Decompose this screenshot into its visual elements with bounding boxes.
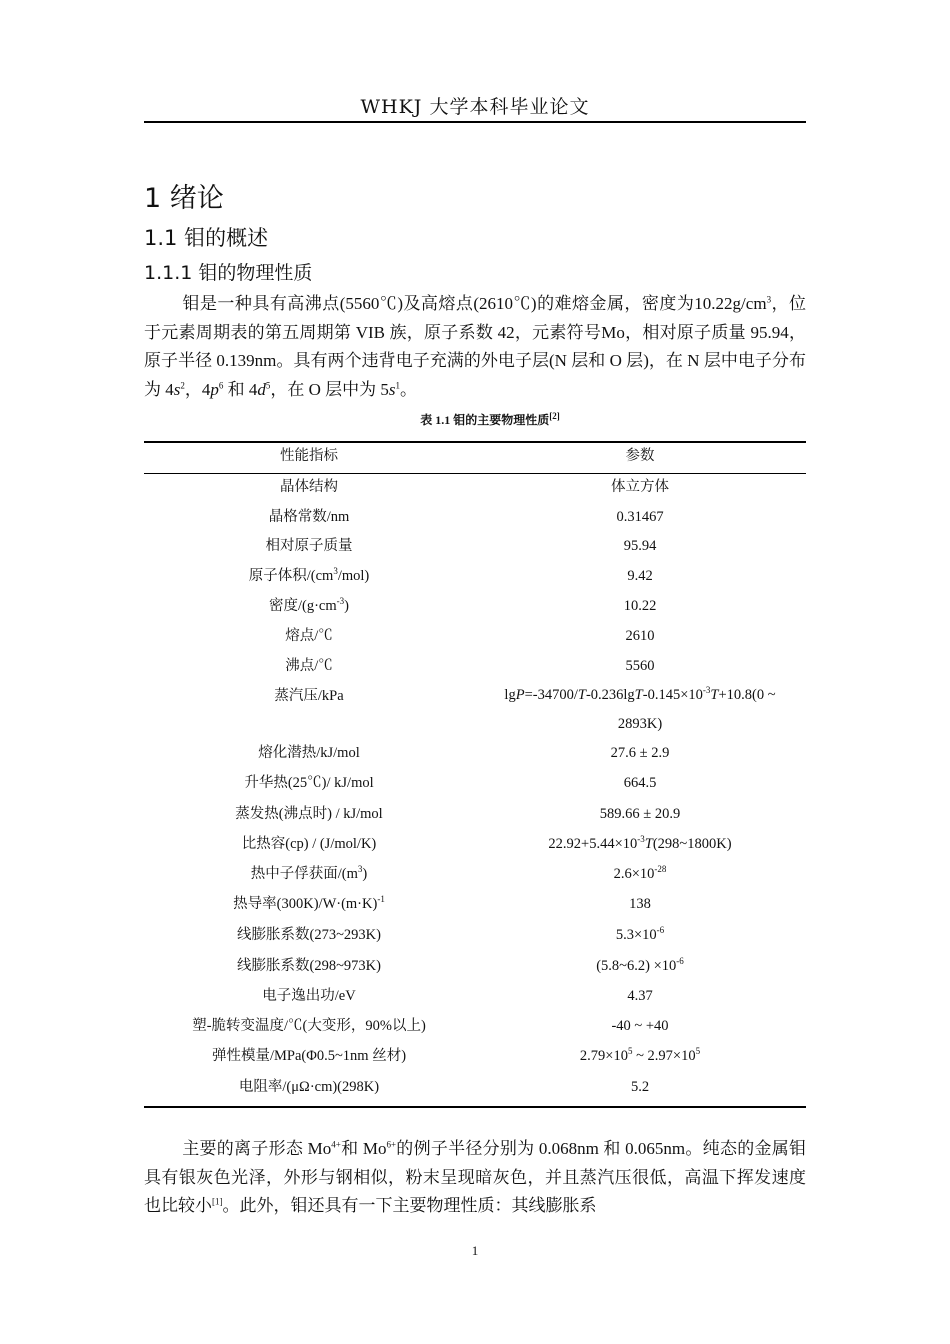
table-cell: 5.2: [630, 1079, 650, 1095]
table-row: [144, 859, 806, 889]
table-cell: (5.8~6.2) $\times 10^{-6}$: [596, 956, 684, 974]
table-row: [144, 738, 806, 768]
table-cell: 相对原子质量: [265, 538, 353, 554]
table-cell: 95.94: [623, 538, 657, 554]
paragraph-ion-forms: 主要的离子形态 $Mo^{4+}$和 $Mo^{6+}$的例子半径分别为 0.068nm 和 0.065nm。纯态的金属钼具有银灰色光泽，外形与钢相似，粉末呈现暗灰色，并且蒸汽压很低，高温下挥发速度也比较小[1]。此外，钼还具有一下主要物理性质：其线膨胀系: [144, 1139, 806, 1215]
table-cell: 沸点/℃: [285, 658, 333, 674]
table-row: [144, 799, 806, 829]
table-cell: 0.31467: [616, 509, 664, 525]
table-row: [144, 1072, 806, 1102]
table-row: [144, 591, 806, 621]
table-caption: 表 1.1 钼的主要物理性质[2]: [420, 411, 560, 427]
table-cell: 138: [629, 896, 651, 912]
table-row: [144, 951, 806, 981]
table-cell: 线膨胀系数(273~293K): [237, 927, 381, 943]
table-header-cell: 性能指标: [280, 448, 338, 464]
table-cell: 熔点/℃: [285, 628, 333, 644]
table-row: [144, 681, 806, 739]
table-cell: 晶格常数/nm: [268, 509, 350, 525]
page-number: 1: [471, 1243, 479, 1258]
table-cell: 热中子俘获面$/(m^3)$: [250, 864, 368, 882]
table-cell: $2.6\times 10^{-28}$: [613, 864, 667, 882]
table-header-cell: 参数: [625, 448, 655, 464]
table-cell: 晶体结构: [280, 479, 338, 495]
table-row: [144, 889, 806, 919]
table-cell: $22.92+5.44\times 10^{-3}T(298\sim 1800K)$: [548, 834, 732, 852]
table-row: [144, 829, 806, 859]
table-cell: 4.37: [627, 988, 653, 1004]
running-header: WHKJ 大学本科毕业论文: [360, 96, 590, 118]
table-cell: 熔化潜热/kJ/mol: [258, 745, 360, 761]
table-cell: $2.79\times 10^5$ ~ $2.97\times 10^5$: [579, 1046, 701, 1064]
table-cell: 弹性模量/MPa(Φ0.5~1nm 丝材): [211, 1048, 407, 1064]
table-row: [144, 1011, 806, 1041]
table-row: [144, 768, 806, 798]
table-cell: 蒸汽压/kPa: [274, 688, 344, 704]
table-cell: $5.3\times 10^{-6}$: [615, 925, 665, 943]
table-row: [144, 920, 806, 950]
table-cell: 线膨胀系数(298~973K): [237, 958, 381, 974]
table-cell: 电子逸出功/eV: [262, 988, 356, 1004]
table-row: [144, 472, 806, 502]
table-cell: 蒸发热(沸点时) / kJ/mol: [235, 806, 383, 822]
table-cell: 2610: [625, 628, 655, 644]
section-heading: 1.1 钼的概述: [144, 226, 269, 250]
table-header-row: [144, 441, 806, 471]
table-row: [144, 561, 806, 591]
table-row: [144, 1041, 806, 1071]
table-cell: 比热容(cp) / (J/mol/K): [241, 836, 377, 852]
header-rule: [144, 121, 806, 123]
table-row: [144, 621, 806, 651]
table-cell: 原子体积$/(cm^3/mol)$: [248, 566, 370, 584]
chapter-heading: 1 绪论: [144, 183, 224, 214]
table-cell: -40 ~ +40: [611, 1018, 669, 1034]
table-bottom-rule: [144, 1106, 806, 1108]
table-cell: 9.42: [627, 568, 653, 584]
table-cell: 塑-脆转变温度/℃(大变形，90%以上): [192, 1018, 426, 1034]
subsection-heading: 1.1.1 钼的物理性质: [144, 262, 313, 284]
table-row: [144, 981, 806, 1011]
table-row: [144, 531, 806, 561]
table-cell: 密度$/(g\cdot cm^{-3})$: [269, 596, 349, 614]
table-cell: 10.22: [623, 598, 657, 614]
paragraph-physical-properties: 钼是一种具有高沸点(5560℃)及高熔点(2610℃)的难熔金属，密度为$10.22g/cm^3$，位于元素周期表的第五周期第 VIB 族，原子系数 42，元素符号Mo，相对原子质量 95.94，原子半径 0.139nm。具有两个违背电子充满的外电子层(N 层和 O 层)，在 N 层中电子分布为 $4s^2$，$4p^6$ 和 $4d^5$，在 O 层中为 $5s^1$。: [144, 294, 807, 399]
table-cell: 664.5: [623, 775, 657, 791]
table-cell: 体立方体: [611, 479, 669, 495]
table-cell: 电阻率/(μΩ·cm)(298K): [238, 1079, 380, 1095]
table-cell: 27.6 ± 2.9: [610, 745, 670, 761]
table-cell: 5560: [625, 658, 655, 674]
table-cell: $\lg P=-34700/T-0.236\lg T-0.145\times 10^{-3}T+10.8(0$ ~ 2893K): [504, 685, 776, 732]
table-cell: 589.66 ± 20.9: [599, 806, 681, 822]
table-row: [144, 651, 806, 681]
table-cell: 热导率$(300K)/W\cdot(m\cdot K)^{-1}$: [233, 894, 385, 912]
table-cell: 升华热(25℃)/ kJ/mol: [244, 775, 374, 791]
table-row: [144, 502, 806, 532]
